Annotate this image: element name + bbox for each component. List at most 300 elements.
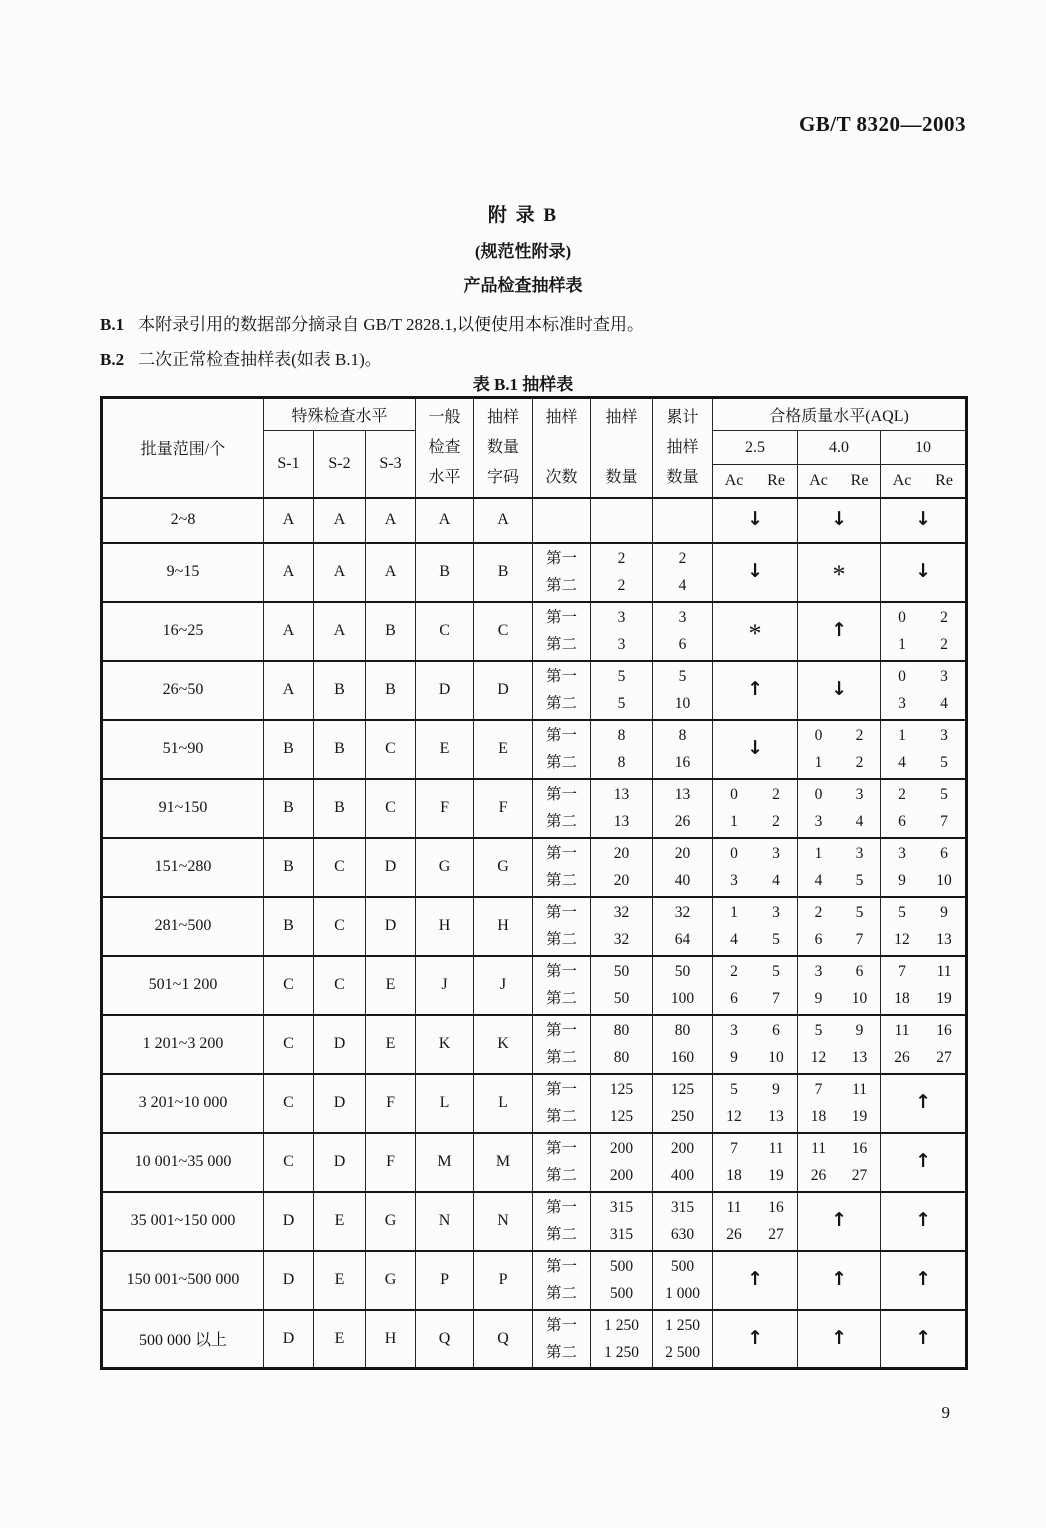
ac-value: 1 xyxy=(730,904,738,921)
re-value: 3 xyxy=(855,845,864,862)
ac-re-pair xyxy=(881,604,965,631)
table-row xyxy=(102,779,967,838)
ac-value: 26 xyxy=(810,1167,827,1184)
sample-times-cell xyxy=(533,498,591,543)
level-s2-cell: E xyxy=(314,1192,366,1251)
level-s3-cell: E xyxy=(366,1015,416,1074)
cell-line: 第一 xyxy=(546,1199,578,1216)
re-value: 11 xyxy=(852,1081,867,1098)
level-s3-cell: A xyxy=(366,543,416,602)
aql-cell xyxy=(713,956,798,1015)
ac-value: 7 xyxy=(898,963,906,980)
ac-re-pair xyxy=(713,1221,797,1248)
ac-re-pair xyxy=(881,722,965,749)
ac-re-pair xyxy=(798,1017,880,1044)
ac-label: Ac xyxy=(724,471,744,489)
aql-cell xyxy=(798,602,881,661)
re-value: 2 xyxy=(772,813,780,830)
cell-line: 200 xyxy=(609,1140,634,1157)
ac-value: 6 xyxy=(730,990,738,1007)
standard-number: GB/T 8320—2003 xyxy=(798,112,966,136)
cumulative-size-cell xyxy=(653,1015,713,1074)
sample-times-cell xyxy=(533,1015,591,1074)
level-s2-cell: D xyxy=(314,1133,366,1192)
cell-line: 第二 xyxy=(546,577,578,594)
aql-cell xyxy=(798,1015,881,1074)
re-value: 3 xyxy=(855,786,864,803)
re-value: 5 xyxy=(940,786,948,803)
level-s3-cell: G xyxy=(366,1192,416,1251)
paragraph-b2 xyxy=(100,345,960,370)
cumulative-size-cell xyxy=(653,1251,713,1310)
ac-re-pair xyxy=(798,808,880,835)
ac-re-pair xyxy=(798,985,880,1012)
cell-line: 第二 xyxy=(546,1108,578,1125)
header-line: 抽样 xyxy=(605,408,638,426)
header-line: 数量 xyxy=(605,468,638,486)
sample-times-cell xyxy=(533,1251,591,1310)
cell-line: 2 xyxy=(617,577,626,594)
level-s2-cell: C xyxy=(314,897,366,956)
clause-label: B.1 xyxy=(100,315,125,334)
cell-line: 500 xyxy=(609,1258,634,1275)
header-line: 抽样 xyxy=(666,438,699,456)
sample-times-cell xyxy=(533,779,591,838)
re-label: Re xyxy=(767,471,785,489)
sample-times-cell xyxy=(533,956,591,1015)
re-value: 5 xyxy=(855,872,864,889)
table-row xyxy=(102,661,967,720)
aql-cell xyxy=(881,543,967,602)
ac-value: 0 xyxy=(898,609,906,626)
level-s1-cell: D xyxy=(264,1192,314,1251)
cell-line: 26 xyxy=(674,813,691,830)
aql-cell xyxy=(713,661,798,720)
cell-line: 第一 xyxy=(546,1258,578,1275)
aql-cell xyxy=(798,720,881,779)
col-header-aql: 合格质量水平(AQL) xyxy=(713,398,967,431)
cell-line: 第二 xyxy=(546,872,578,889)
batch-range-cell: 501~1 200 xyxy=(102,956,264,1015)
cumulative-size-cell xyxy=(653,1133,713,1192)
code-letter-cell: K xyxy=(474,1015,533,1074)
code-letter-cell: L xyxy=(474,1074,533,1133)
sample-size-cell xyxy=(591,1192,653,1251)
ac-re-pair xyxy=(881,690,965,717)
ac-value: 26 xyxy=(726,1226,742,1243)
ac-re-pair xyxy=(798,749,880,776)
ac-value: 1 xyxy=(814,754,823,771)
table-row xyxy=(102,602,967,661)
up-arrow-icon: ↑ xyxy=(831,619,847,641)
re-value: 16 xyxy=(936,1022,952,1039)
aql-cell xyxy=(798,1192,881,1251)
col-header-s1: S-1 xyxy=(264,431,314,498)
ac-re-pair xyxy=(713,985,797,1012)
aql-cell xyxy=(713,1251,798,1310)
re-value: 5 xyxy=(772,963,780,980)
ac-re-pair xyxy=(713,1194,797,1221)
general-level-cell: C xyxy=(416,602,474,661)
code-letter-cell: Q xyxy=(474,1310,533,1369)
re-value: 3 xyxy=(772,904,780,921)
general-level-cell: L xyxy=(416,1074,474,1133)
level-s2-cell: A xyxy=(314,498,366,543)
aql-cell xyxy=(713,897,798,956)
code-letter-cell: M xyxy=(474,1133,533,1192)
ac-re-pair xyxy=(798,899,880,926)
cell-line: 第一 xyxy=(546,1316,578,1334)
level-s1-cell: C xyxy=(264,1074,314,1133)
ac-value: 12 xyxy=(726,1108,742,1125)
level-s3-cell: A xyxy=(366,498,416,543)
ac-re-pair xyxy=(713,781,797,808)
cell-line: 20 xyxy=(613,845,630,862)
cell-line: 第二 xyxy=(546,990,578,1007)
ac-re-pair xyxy=(713,926,797,953)
sample-size-cell xyxy=(591,897,653,956)
level-s1-cell: A xyxy=(264,543,314,602)
cell-line: 第一 xyxy=(546,1140,578,1157)
level-s2-cell: B xyxy=(314,661,366,720)
cell-line: 1 250 xyxy=(665,1316,700,1334)
ac-value: 5 xyxy=(898,904,906,921)
cumulative-size-cell xyxy=(653,779,713,838)
ac-re-pair xyxy=(713,1162,797,1189)
ac-re-pair xyxy=(881,926,965,953)
clause-text: 本附录引用的数据部分摘录自 GB/T 2828.1,以便使用本标准时查用。 xyxy=(138,315,645,334)
batch-range-cell: 10 001~35 000 xyxy=(102,1133,264,1192)
level-s1-cell: C xyxy=(264,956,314,1015)
aql-cell xyxy=(798,498,881,543)
table-row xyxy=(102,956,967,1015)
ac-re-pair xyxy=(798,1076,880,1103)
down-arrow-icon: ↓ xyxy=(915,508,931,530)
up-arrow-icon: ↑ xyxy=(831,1209,847,1231)
aql-cell xyxy=(713,498,798,543)
cell-line: 第二 xyxy=(546,1167,578,1184)
cell-line: 100 xyxy=(670,990,695,1007)
aql-cell xyxy=(713,779,798,838)
ac-value: 3 xyxy=(814,813,823,830)
batch-range-cell: 91~150 xyxy=(102,779,264,838)
level-s3-cell: H xyxy=(366,1310,416,1369)
ac-re-pair xyxy=(881,899,965,926)
ac-value: 9 xyxy=(730,1049,738,1066)
header-line: 一般 xyxy=(428,408,461,426)
batch-range-cell: 51~90 xyxy=(102,720,264,779)
cell-line: 20 xyxy=(674,845,691,862)
aql-cell xyxy=(798,1074,881,1133)
cell-line: 125 xyxy=(670,1081,695,1098)
up-arrow-icon: ↑ xyxy=(915,1326,931,1349)
re-value: 10 xyxy=(936,872,952,889)
ac-re-pair xyxy=(798,781,880,808)
level-s1-cell: B xyxy=(264,897,314,956)
cell-line: 32 xyxy=(674,904,691,921)
re-value: 16 xyxy=(768,1199,784,1216)
re-value: 9 xyxy=(855,1022,864,1039)
ac-value: 1 xyxy=(898,727,906,744)
general-level-cell: N xyxy=(416,1192,474,1251)
col-header-s3: S-3 xyxy=(366,431,416,498)
sample-size-cell xyxy=(591,838,653,897)
cell-line: 第一 xyxy=(546,609,578,626)
col-header-aql-2-5: 2.5 xyxy=(713,431,798,465)
cell-line: 第二 xyxy=(546,813,578,830)
level-s1-cell: C xyxy=(264,1133,314,1192)
ac-re-pair xyxy=(713,1103,797,1130)
level-s3-cell: F xyxy=(366,1074,416,1133)
header-line: 检查 xyxy=(428,438,461,456)
ac-value: 5 xyxy=(814,1022,823,1039)
cell-line: 第一 xyxy=(546,786,578,803)
cell-line: 20 xyxy=(613,872,630,889)
ac-value: 7 xyxy=(814,1081,823,1098)
re-value: 7 xyxy=(855,931,864,948)
general-level-cell: P xyxy=(416,1251,474,1310)
level-s3-cell: C xyxy=(366,779,416,838)
re-value: 3 xyxy=(772,845,780,862)
sample-times-cell xyxy=(533,1192,591,1251)
re-value: 13 xyxy=(936,931,952,948)
general-level-cell: A xyxy=(416,498,474,543)
table-row xyxy=(102,1074,967,1133)
aql-cell xyxy=(881,1310,967,1369)
cumulative-size-cell xyxy=(653,543,713,602)
down-arrow-icon: ↓ xyxy=(915,560,931,582)
cell-line: 第一 xyxy=(546,963,578,980)
col-header-sample-times xyxy=(533,398,591,498)
down-arrow-icon: ↓ xyxy=(747,560,763,582)
header-line: 字码 xyxy=(487,468,520,486)
header-line: 次数 xyxy=(545,468,578,486)
re-value: 19 xyxy=(851,1108,868,1125)
table-row xyxy=(102,897,967,956)
aql-cell xyxy=(881,897,967,956)
cell-line: 第二 xyxy=(546,695,578,712)
level-s2-cell: C xyxy=(314,838,366,897)
batch-range-cell: 35 001~150 000 xyxy=(102,1192,264,1251)
cell-line: 200 xyxy=(609,1167,634,1184)
table-row xyxy=(102,1192,967,1251)
cell-line: 2 xyxy=(617,550,626,567)
aql-cell xyxy=(713,720,798,779)
sample-times-cell xyxy=(533,838,591,897)
aql-cell xyxy=(798,661,881,720)
cumulative-size-cell xyxy=(653,956,713,1015)
level-s2-cell: A xyxy=(314,602,366,661)
code-letter-cell: E xyxy=(474,720,533,779)
ac-value: 12 xyxy=(894,931,910,948)
cell-line: 315 xyxy=(609,1226,634,1243)
ac-value: 26 xyxy=(894,1049,910,1066)
level-s1-cell: B xyxy=(264,720,314,779)
ac-value: 11 xyxy=(811,1140,826,1157)
header-line: 数量 xyxy=(487,438,520,456)
re-value: 9 xyxy=(940,904,948,921)
up-arrow-icon: ↑ xyxy=(915,1091,931,1113)
code-letter-cell: C xyxy=(474,602,533,661)
ac-value: 18 xyxy=(810,1108,827,1125)
sample-size-cell xyxy=(591,661,653,720)
ac-value: 3 xyxy=(898,695,906,712)
paragraph-b1 xyxy=(100,310,960,335)
level-s3-cell: D xyxy=(366,897,416,956)
ac-value: 9 xyxy=(898,872,906,889)
cell-line: 50 xyxy=(674,963,691,980)
re-value: 2 xyxy=(855,727,864,744)
batch-range-cell: 151~280 xyxy=(102,838,264,897)
ac-value: 6 xyxy=(898,813,906,830)
level-s2-cell: B xyxy=(314,779,366,838)
table-row xyxy=(102,1251,967,1310)
general-level-cell: K xyxy=(416,1015,474,1074)
level-s1-cell: B xyxy=(264,779,314,838)
ac-re-pair xyxy=(881,867,965,894)
ac-value: 2 xyxy=(898,786,906,803)
header-line xyxy=(533,433,590,463)
aql-cell xyxy=(881,498,967,543)
sample-times-cell xyxy=(533,897,591,956)
col-header-batch-range: 批量范围/个 xyxy=(102,398,264,498)
cell-line: 400 xyxy=(670,1167,695,1184)
ac-re-pair xyxy=(798,1044,880,1071)
general-level-cell: B xyxy=(416,543,474,602)
col-header-code-letter xyxy=(474,398,533,498)
aql-cell xyxy=(798,1133,881,1192)
cell-line: 50 xyxy=(613,963,630,980)
ac-re-pair xyxy=(798,926,880,953)
level-s2-cell: A xyxy=(314,543,366,602)
ac-re-pair xyxy=(798,1162,880,1189)
header-line xyxy=(591,433,652,463)
sample-size-cell xyxy=(591,1251,653,1310)
re-value: 13 xyxy=(768,1108,784,1125)
re-value: 11 xyxy=(936,963,952,980)
ac-value: 18 xyxy=(726,1167,742,1184)
ac-value: 11 xyxy=(894,1022,910,1039)
ac-re-pair xyxy=(713,1044,797,1071)
aql-cell xyxy=(881,720,967,779)
sample-times-cell xyxy=(533,661,591,720)
cell-line: 200 xyxy=(670,1140,695,1157)
cell-line: 第一 xyxy=(546,1022,578,1039)
aql-cell xyxy=(713,838,798,897)
ac-re-pair xyxy=(798,722,880,749)
up-arrow-icon: ↑ xyxy=(831,1268,847,1290)
up-arrow-icon: ↑ xyxy=(831,1326,847,1349)
code-letter-cell: B xyxy=(474,543,533,602)
batch-range-cell: 3 201~10 000 xyxy=(102,1074,264,1133)
cell-line: 第一 xyxy=(546,668,578,685)
level-s2-cell: D xyxy=(314,1074,366,1133)
level-s2-cell: C xyxy=(314,956,366,1015)
ac-value: 0 xyxy=(898,668,906,685)
ac-re-pair xyxy=(713,1135,797,1162)
cell-line: 第一 xyxy=(546,904,578,921)
ac-re-pair xyxy=(713,1076,797,1103)
general-level-cell: D xyxy=(416,661,474,720)
code-letter-cell: D xyxy=(474,661,533,720)
aql-cell: * xyxy=(713,602,798,661)
re-value: 19 xyxy=(936,990,952,1007)
code-letter-cell: N xyxy=(474,1192,533,1251)
level-s3-cell: G xyxy=(366,1251,416,1310)
level-s3-cell: E xyxy=(366,956,416,1015)
ac-re-pair xyxy=(881,1017,965,1044)
cell-line: 630 xyxy=(670,1226,695,1243)
sample-size-cell xyxy=(591,720,653,779)
batch-range-cell: 1 201~3 200 xyxy=(102,1015,264,1074)
ac-re-pair xyxy=(881,631,965,658)
sample-size-cell xyxy=(591,602,653,661)
cell-line: 8 xyxy=(617,727,626,744)
ac-value: 0 xyxy=(814,786,823,803)
level-s3-cell: C xyxy=(366,720,416,779)
cell-line: 125 xyxy=(609,1081,634,1098)
aql-cell xyxy=(881,661,967,720)
ac-value: 12 xyxy=(810,1049,827,1066)
col-header-sample-size xyxy=(591,398,653,498)
aql-cell xyxy=(881,1074,967,1133)
ac-re-pair xyxy=(713,1017,797,1044)
cell-line: 8 xyxy=(678,727,687,744)
re-value: 10 xyxy=(851,990,868,1007)
up-arrow-icon: ↑ xyxy=(915,1209,931,1231)
table-row xyxy=(102,498,967,543)
ac-re-pair xyxy=(798,1135,880,1162)
cell-line: 5 xyxy=(678,668,687,685)
re-value: 2 xyxy=(940,636,948,653)
ac-re-pair xyxy=(713,808,797,835)
aql-cell: * xyxy=(798,543,881,602)
ac-value: 5 xyxy=(730,1081,738,1098)
ac-value: 9 xyxy=(814,990,823,1007)
cumulative-size-cell xyxy=(653,1074,713,1133)
code-letter-cell: J xyxy=(474,956,533,1015)
general-level-cell: H xyxy=(416,897,474,956)
ac-value: 6 xyxy=(814,931,823,948)
ac-value: 0 xyxy=(814,727,823,744)
sample-size-cell xyxy=(591,1133,653,1192)
cell-line: 8 xyxy=(617,754,626,771)
cell-line: 64 xyxy=(674,931,691,948)
batch-range-cell: 16~25 xyxy=(102,602,264,661)
ac-re-pair xyxy=(713,958,797,985)
batch-range-cell: 26~50 xyxy=(102,661,264,720)
re-value: 2 xyxy=(940,609,948,626)
level-s2-cell: E xyxy=(314,1310,366,1369)
ac-re-pair xyxy=(798,958,880,985)
sampling-table-body xyxy=(102,498,967,1369)
re-label: Re xyxy=(935,471,953,489)
re-value: 7 xyxy=(940,813,948,830)
re-value: 4 xyxy=(772,872,780,889)
sample-size-cell xyxy=(591,1310,653,1369)
cell-line: 第二 xyxy=(546,1343,578,1361)
page-number: 9 xyxy=(941,1403,950,1422)
aql-cell xyxy=(713,1192,798,1251)
sample-times-cell xyxy=(533,602,591,661)
ac-label: Ac xyxy=(892,471,912,489)
cell-line: 第二 xyxy=(546,931,578,948)
cell-line: 160 xyxy=(670,1049,695,1066)
level-s1-cell: D xyxy=(264,1251,314,1310)
header-line: 抽样 xyxy=(545,408,578,426)
level-s1-cell: A xyxy=(264,602,314,661)
ac-value: 0 xyxy=(730,786,738,803)
